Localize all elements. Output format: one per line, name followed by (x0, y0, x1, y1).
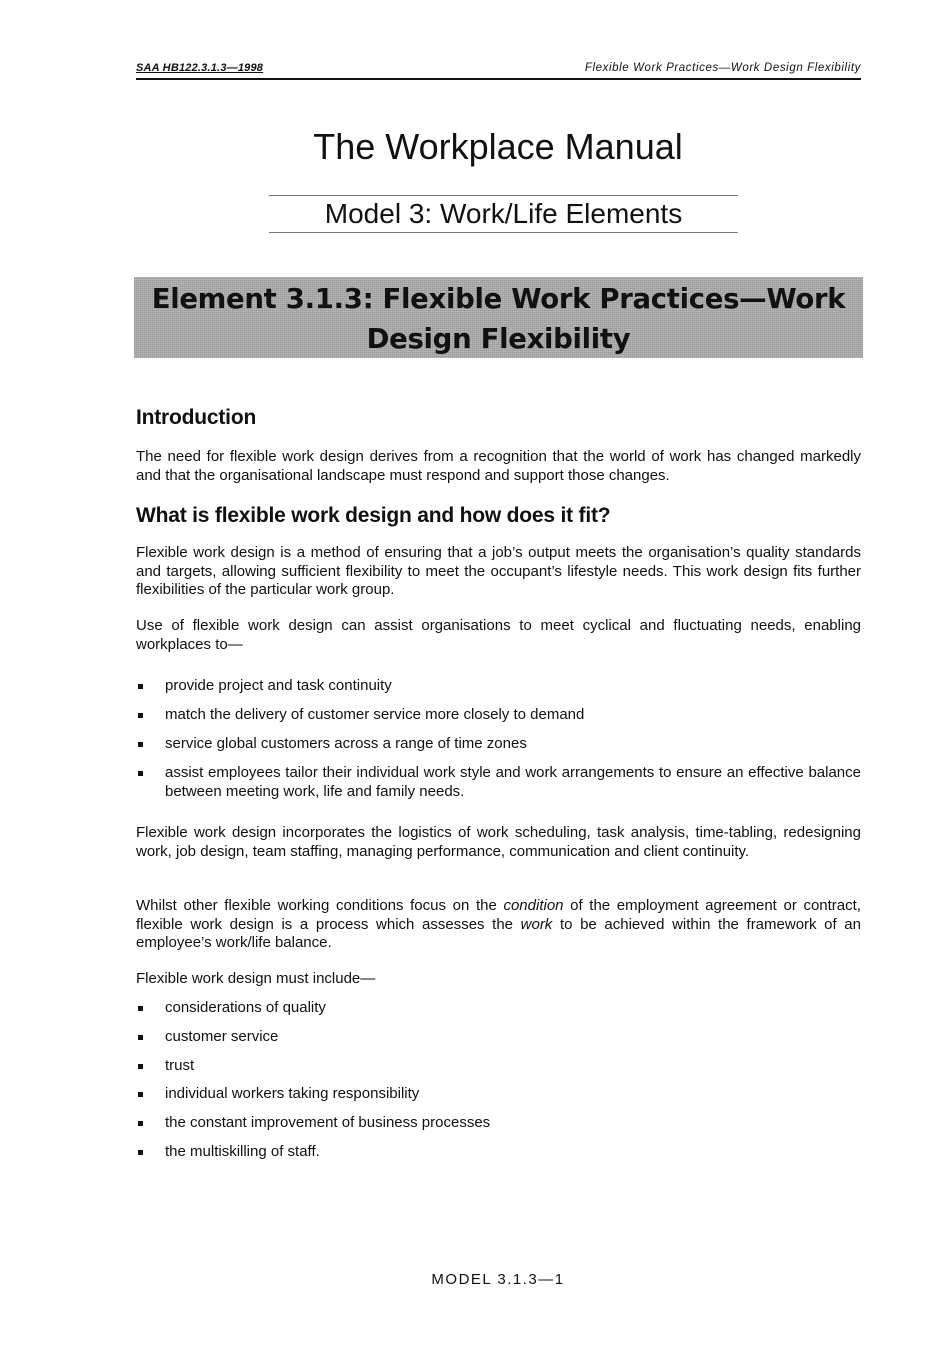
model-title: Model 3: Work/Life Elements (324, 198, 683, 229)
paragraph-text: Whilst other flexible working conditions focus on the (136, 897, 504, 914)
element-title (144, 279, 853, 359)
list-item (136, 1085, 861, 1104)
bullet-icon (138, 1150, 143, 1155)
list-item (136, 1028, 861, 1047)
list-item-text: trust (165, 1056, 195, 1074)
list-item-text: assist employees tailor their individual work style and work arrangements to ensure an effective balance between meeting work, life and family needs. (165, 764, 861, 800)
list-item-text: considerations of quality (165, 999, 326, 1016)
list-item (136, 999, 861, 1018)
bullet-icon (138, 1121, 143, 1126)
paragraph-text: of the employment agreement or contract, flexible work design is a process which assesses the (136, 897, 861, 933)
running-header (136, 60, 861, 80)
paragraph (136, 897, 861, 953)
document-code: SAA HB122.3.1.3—1998 (136, 62, 264, 74)
list-item (136, 677, 861, 696)
element-title-line: Design Flexibility (366, 323, 631, 355)
list-item-text: individual workers taking responsibility (165, 1085, 420, 1103)
bullet-list (136, 677, 861, 812)
bullet-icon (138, 771, 143, 776)
list-item (136, 706, 861, 725)
page-footer: MODEL 3.1.3—1 (431, 1271, 565, 1288)
section-heading: What is flexible work design and how does it fit? (136, 504, 611, 527)
bullet-icon (138, 1035, 143, 1040)
bullet-list (136, 999, 861, 1172)
list-item-text: service global customers across a range of time zones (165, 735, 527, 752)
paragraph: Flexible work design is a method of ensuring that a job’s output meets the organisation’s quality standards and targets, allowing sufficient flexibility to meet the occupant’s lifestyle needs. This work design fits further flexibilities of the particular work group. (136, 544, 861, 598)
emphasis-text: condition (503, 897, 564, 914)
bullet-icon (138, 684, 143, 689)
introduction-heading: Introduction (136, 406, 257, 429)
introduction-paragraph: The need for flexible work design derives from a recognition that the world of work has changed markedly and that the organisational landscape must respond and support those changes. (136, 448, 861, 484)
list-item (136, 735, 861, 754)
paragraph: Use of flexible work design can assist organisations to meet cyclical and fluctuating needs, enabling workplaces to— (136, 617, 861, 653)
list-item (136, 1057, 861, 1076)
element-banner (134, 277, 863, 358)
element-title-line: Element 3.1.3: Flexible Work Practices—Work (151, 283, 846, 315)
list-item (136, 764, 861, 801)
list-item (136, 1114, 861, 1133)
bullet-icon (138, 713, 143, 718)
list-item (136, 1143, 861, 1162)
divider (269, 232, 738, 233)
list-item-text: provide project and task continuity (165, 677, 392, 694)
paragraph: Flexible work design incorporates the logistics of work scheduling, task analysis, time-tabling, redesigning work, job design, team staffing, managing performance, communication and client continuity. (136, 824, 861, 860)
bullet-icon (138, 1092, 143, 1097)
manual-title: The Workplace Manual (313, 126, 683, 167)
list-item-text: customer service (165, 1027, 279, 1045)
paragraph: Flexible work design must include— (136, 970, 376, 987)
divider (269, 195, 738, 196)
list-item-text: the multiskilling of staff. (165, 1142, 320, 1160)
list-item-text: the constant improvement of business processes (165, 1114, 491, 1132)
bullet-icon (138, 1006, 143, 1011)
bullet-icon (138, 1064, 143, 1069)
list-item-text: match the delivery of customer service more closely to demand (165, 706, 585, 723)
emphasis-text: work (520, 915, 553, 933)
bullet-icon (138, 742, 143, 747)
section-title: Flexible Work Practices—Work Design Flexibility (584, 62, 861, 74)
paragraph-text: to be achieved within the framework of an employee’s work/life balance. (136, 915, 861, 951)
